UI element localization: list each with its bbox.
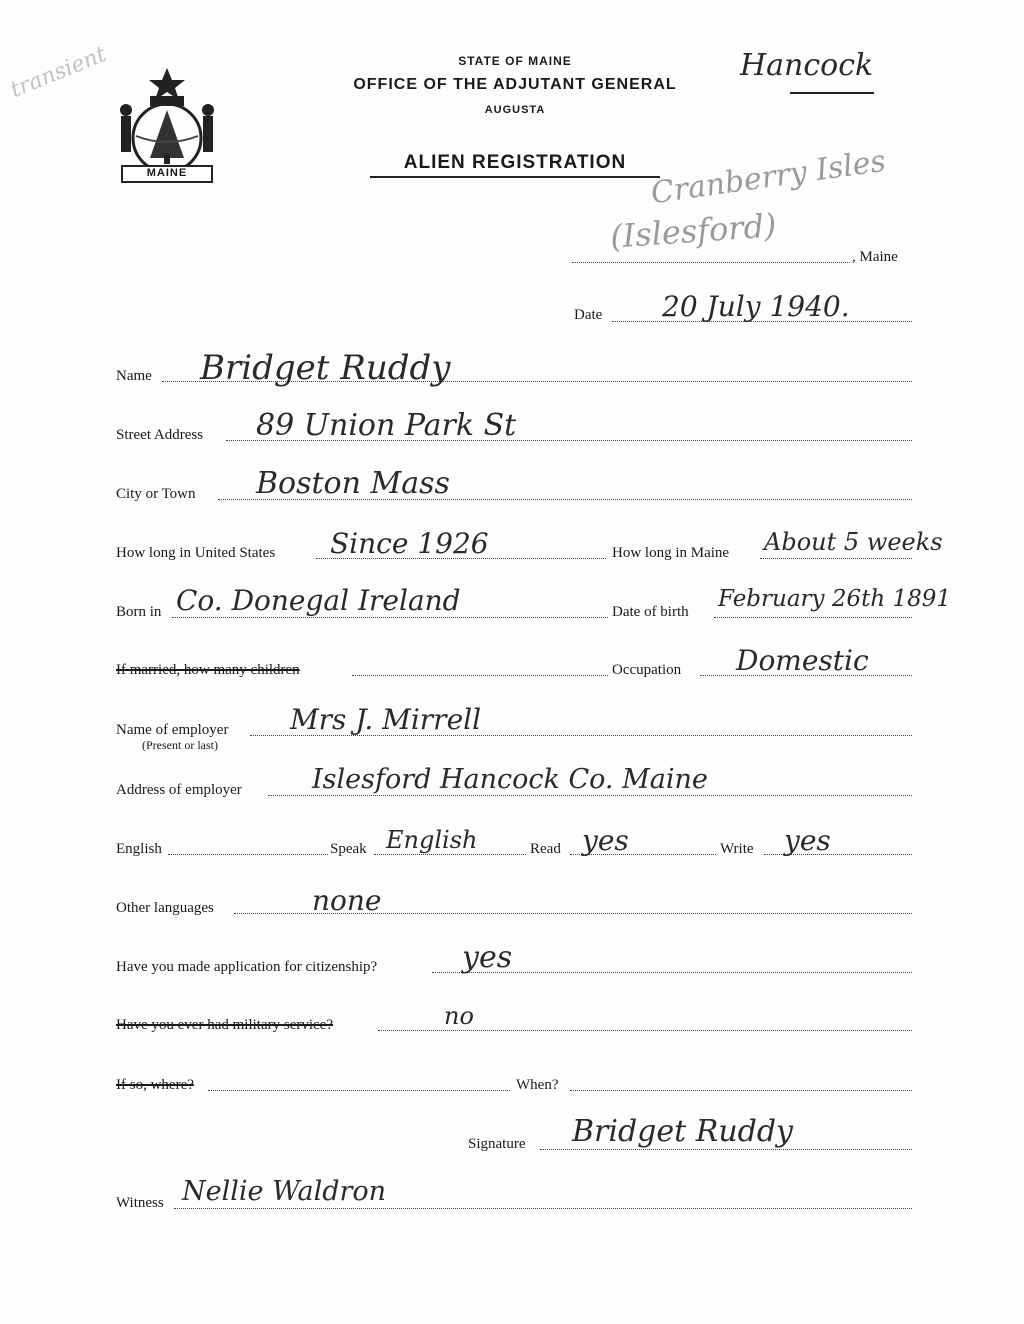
name-value: Bridget Ruddy	[200, 348, 451, 388]
city-or-town-value: Boston Mass	[256, 466, 450, 501]
town-line-1: Cranberry Isles	[648, 143, 888, 212]
maine-label: , Maine	[852, 249, 898, 265]
seal-banner-text: MAINE	[146, 167, 188, 179]
how-long-us-value: Since 1926	[330, 527, 489, 560]
english-label: English	[116, 841, 162, 857]
speak-label: Speak	[330, 841, 367, 857]
military-line	[378, 1030, 912, 1031]
header-office: OFFICE OF THE ADJUTANT GENERAL	[353, 76, 677, 93]
military-label: Have you ever had military service?	[116, 1017, 333, 1033]
margin-note: transient	[6, 41, 111, 104]
date-of-birth-value: February 26th 1891	[718, 586, 952, 612]
if-so-where-label: If so, where?	[116, 1077, 194, 1093]
write-label: Write	[720, 841, 754, 857]
signature-line	[540, 1149, 912, 1150]
how-long-maine-label: How long in Maine	[612, 545, 730, 561]
date-label: Date	[574, 307, 603, 323]
signature-label: Signature	[468, 1136, 526, 1152]
date-of-birth-line	[714, 617, 912, 618]
employer-address-value: Islesford Hancock Co. Maine	[312, 764, 708, 795]
speak-value: English	[386, 826, 478, 854]
street-address-value: 89 Union Park St	[256, 408, 517, 443]
street-address-label: Street Address	[116, 427, 204, 443]
employer-address-line	[268, 795, 912, 796]
signature-value: Bridget Ruddy	[572, 1114, 794, 1149]
town-field-line	[572, 262, 850, 263]
witness-label: Witness	[116, 1195, 164, 1211]
born-in-value: Co. Donegal Ireland	[176, 584, 461, 617]
witness-line	[174, 1208, 912, 1209]
citizenship-label: Have you made application for citizenship?	[116, 959, 378, 975]
citizenship-value: yes	[462, 940, 513, 975]
other-languages-value: none	[312, 884, 382, 917]
children-label: If married, how many children	[116, 662, 300, 678]
county-annotation: Hancock	[740, 48, 874, 83]
date-value: 20 July 1940.	[662, 290, 850, 323]
occupation-label: Occupation	[612, 662, 682, 678]
county-underline	[790, 92, 874, 94]
header-city: AUGUSTA	[484, 104, 546, 116]
name-label: Name	[116, 368, 152, 384]
how-long-us-label: How long in United States	[116, 545, 276, 561]
witness-value: Nellie Waldron	[182, 1176, 387, 1207]
read-value: yes	[582, 824, 629, 857]
speak-line	[374, 854, 526, 855]
born-in-label: Born in	[116, 604, 162, 620]
other-languages-label: Other languages	[116, 900, 214, 916]
state-seal	[112, 66, 222, 186]
header-state: STATE OF MAINE	[458, 54, 572, 68]
when-line	[570, 1090, 912, 1091]
employer-name-label: Name of employer	[116, 722, 229, 738]
date-of-birth-label: Date of birth	[612, 604, 689, 620]
employer-address-label: Address of employer	[116, 782, 242, 798]
when-label: When?	[516, 1077, 559, 1093]
city-or-town-label: City or Town	[116, 486, 196, 502]
born-in-line	[172, 617, 608, 618]
form-title: ALIEN REGISTRATION	[370, 152, 660, 178]
write-value: yes	[784, 824, 831, 857]
children-line	[352, 675, 608, 676]
read-label: Read	[530, 841, 561, 857]
military-value: no	[444, 1002, 474, 1030]
if-so-where-line	[208, 1090, 510, 1091]
how-long-maine-value: About 5 weeks	[764, 528, 943, 556]
how-long-maine-line	[760, 558, 912, 559]
occupation-value: Domestic	[736, 644, 869, 677]
english-line	[168, 854, 328, 855]
town-line-2: (Islesford)	[608, 206, 778, 256]
employer-name-value: Mrs J. Mirrell	[290, 703, 482, 736]
employer-name-sublabel: (Present or last)	[142, 738, 218, 752]
